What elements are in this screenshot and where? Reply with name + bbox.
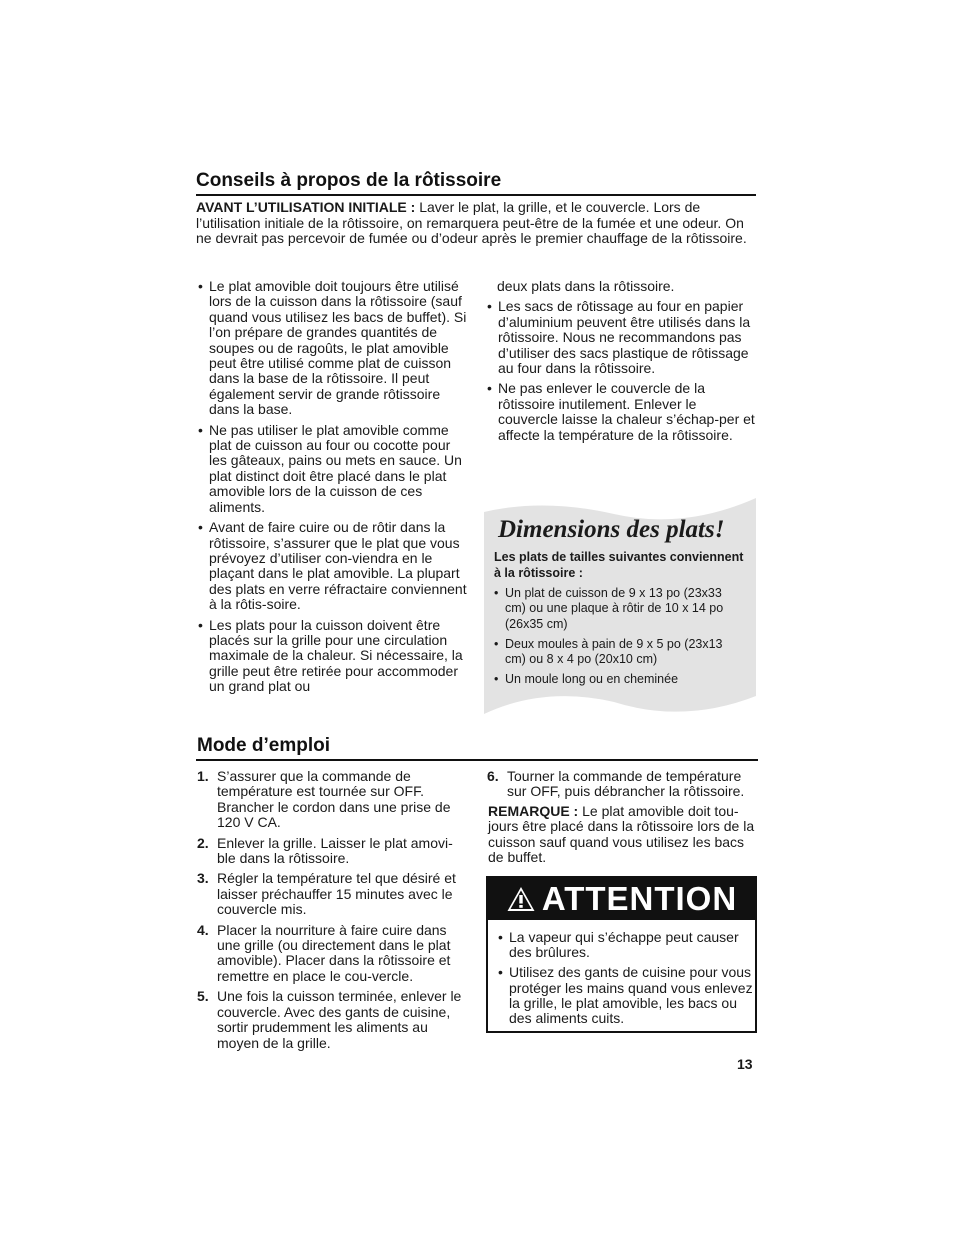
list-item: • La vapeur qui s’échappe peut causer des brûlures. (498, 930, 753, 960)
list-item: • Un plat de cuisson de 9 x 13 po (23x33 cm) ou une plaque à rôtir de 10 x 14 po (26x35 cm) (494, 586, 744, 632)
dimensions-subtitle: Les plats de tailles suivantes conviennent à la rôtissoire : (494, 550, 744, 580)
step-number: 1. (197, 768, 209, 784)
list-item: • Un moule long ou en cheminée (494, 672, 744, 687)
attention-banner (488, 878, 755, 920)
remark-paragraph (488, 804, 760, 866)
page-number: 13 (737, 1056, 753, 1072)
left-column-steps (197, 769, 469, 1056)
list-item (197, 836, 469, 867)
step-text: Placer la nourriture à faire cuire dans une grille (ou directement dans le plat amovible). Placer dans la rôtissoire et remettre en place le cou-vercle. (217, 921, 451, 984)
step-number: 4. (197, 921, 209, 938)
attention-label: ATTENTION (541, 880, 738, 917)
section-title-conseils: Conseils à propos de la rôtissoire (196, 170, 502, 191)
intro-text: Laver le plat, la grille, et le couvercle. Lors de l’utilisation initiale de la rôtissoire, on remarquera peut-être de la fumée et une odeur. On ne devrait pas percevoir de fumée ou d’odeur après le premier chauffage de la rôtissoire. (196, 199, 747, 247)
step-number: 6. (487, 768, 499, 784)
left-bullet-list (197, 279, 467, 695)
step-text: Une fois la cuisson terminée, enlever le couvercle. Avec des gants de cuisine, sortir prudemment les aliments au moyen de la grille. (217, 988, 462, 1051)
step-number: 2. (197, 834, 209, 851)
intro-label: AVANT L’UTILISATION INITIALE : (196, 199, 416, 215)
list-item (197, 769, 469, 831)
list-item: • Ne pas enlever le couvercle de la rôtissoire inutilement. Enlever le couvercle laisse la chaleur s’échap-per et affecte la température de la rôtissoire. (486, 381, 758, 443)
dimensions-list (494, 586, 744, 693)
dimensions-title: Dimensions des plats! (498, 516, 725, 543)
continuation-text: deux plats dans la rôtissoire. (497, 278, 675, 294)
list-item: • Ne pas utiliser le plat amovible comme plat de cuisson au four ou cocotte pour les gâteaux, pains ou mets en sauce. Un plat distinct doit être placé dans le plat amovible lors de la cuisson de ces aliments. (197, 423, 467, 515)
remark-text: Le plat amovible doit tou-jours être placé dans la rôtissoire lors de la cuisson sauf quand vous utilisez les bacs de buffet. (488, 803, 755, 866)
list-item: • Les plats pour la cuisson doivent être placés sur la grille pour une circulation maximale de la chaleur. Si nécessaire, la grille peut être retirée pour accommoder un grand plat ou (197, 618, 467, 695)
attention-box (486, 876, 757, 1033)
list-item (197, 871, 469, 917)
list-item (487, 769, 757, 800)
step-number: 5. (197, 988, 209, 1005)
step-text: S’assurer que la commande de température est tournée sur OFF. Brancher le cordon dans une prise de 120 V CA. (217, 768, 451, 831)
section-rule (196, 194, 756, 196)
remark-label: REMARQUE : (488, 803, 579, 819)
section-title-mode-emploi: Mode d’emploi (197, 735, 330, 756)
right-column-steps (487, 769, 757, 805)
list-item (197, 923, 469, 985)
step-text: Régler la température tel que désiré et laisser préchauffer 15 minutes avec le couvercle mis. (217, 870, 456, 918)
section-rule (196, 759, 758, 761)
right-bullet-list (486, 299, 758, 443)
step-text: Tourner la commande de température sur OFF, puis débrancher la rôtissoire. (507, 768, 745, 800)
list-item (197, 989, 469, 1051)
left-column-tips (197, 279, 467, 700)
steps-list-right (487, 769, 757, 800)
list-item: • Utilisez des gants de cuisine pour vous protéger les mains quand vous enlevez la grille, le plat amovible, les bacs ou des aliments cuits. (498, 965, 753, 1026)
warning-triangle-icon (506, 885, 536, 913)
right-column-tips (486, 279, 758, 448)
steps-list-left (197, 769, 469, 1051)
step-text: Enlever la grille. Laisser le plat amovi-ble dans la rôtissoire. (217, 834, 453, 867)
step-number: 3. (197, 870, 209, 887)
list-item: • Le plat amovible doit toujours être utilisé lors de la cuisson dans la rôtissoire (sauf quand vous utilisez les bacs de buffet). Si l’on prépare de grandes quantités de soupes ou de ragoûts, le plat amovible peut être utilisé comme plat de cuisson dans la base de la rôtissoire. Il peut également servir de grande rôtissoire dans la base. (197, 279, 467, 418)
list-item: • Deux moules à pain de 9 x 5 po (23x13 cm) ou 8 x 4 po (20x10 cm) (494, 637, 744, 668)
list-item: • Avant de faire cuire ou de rôtir dans la rôtissoire, s’assurer que le plat que vous prévoyez d’utiliser con-viendra en le plaçant dans le plat amovible. La plupart des plats en verre réfractaire conviennent à la rôtis-soire. (197, 520, 467, 612)
list-item: • Les sacs de rôtissage au four en papier d’aluminium peuvent être utilisés dans la rôtissoire. Nous ne recommandons pas d’utiliser des sacs plastique de rôtissage au four dans la rôtissoire. (486, 299, 758, 376)
intro-paragraph (196, 200, 756, 247)
attention-list (498, 930, 753, 1031)
